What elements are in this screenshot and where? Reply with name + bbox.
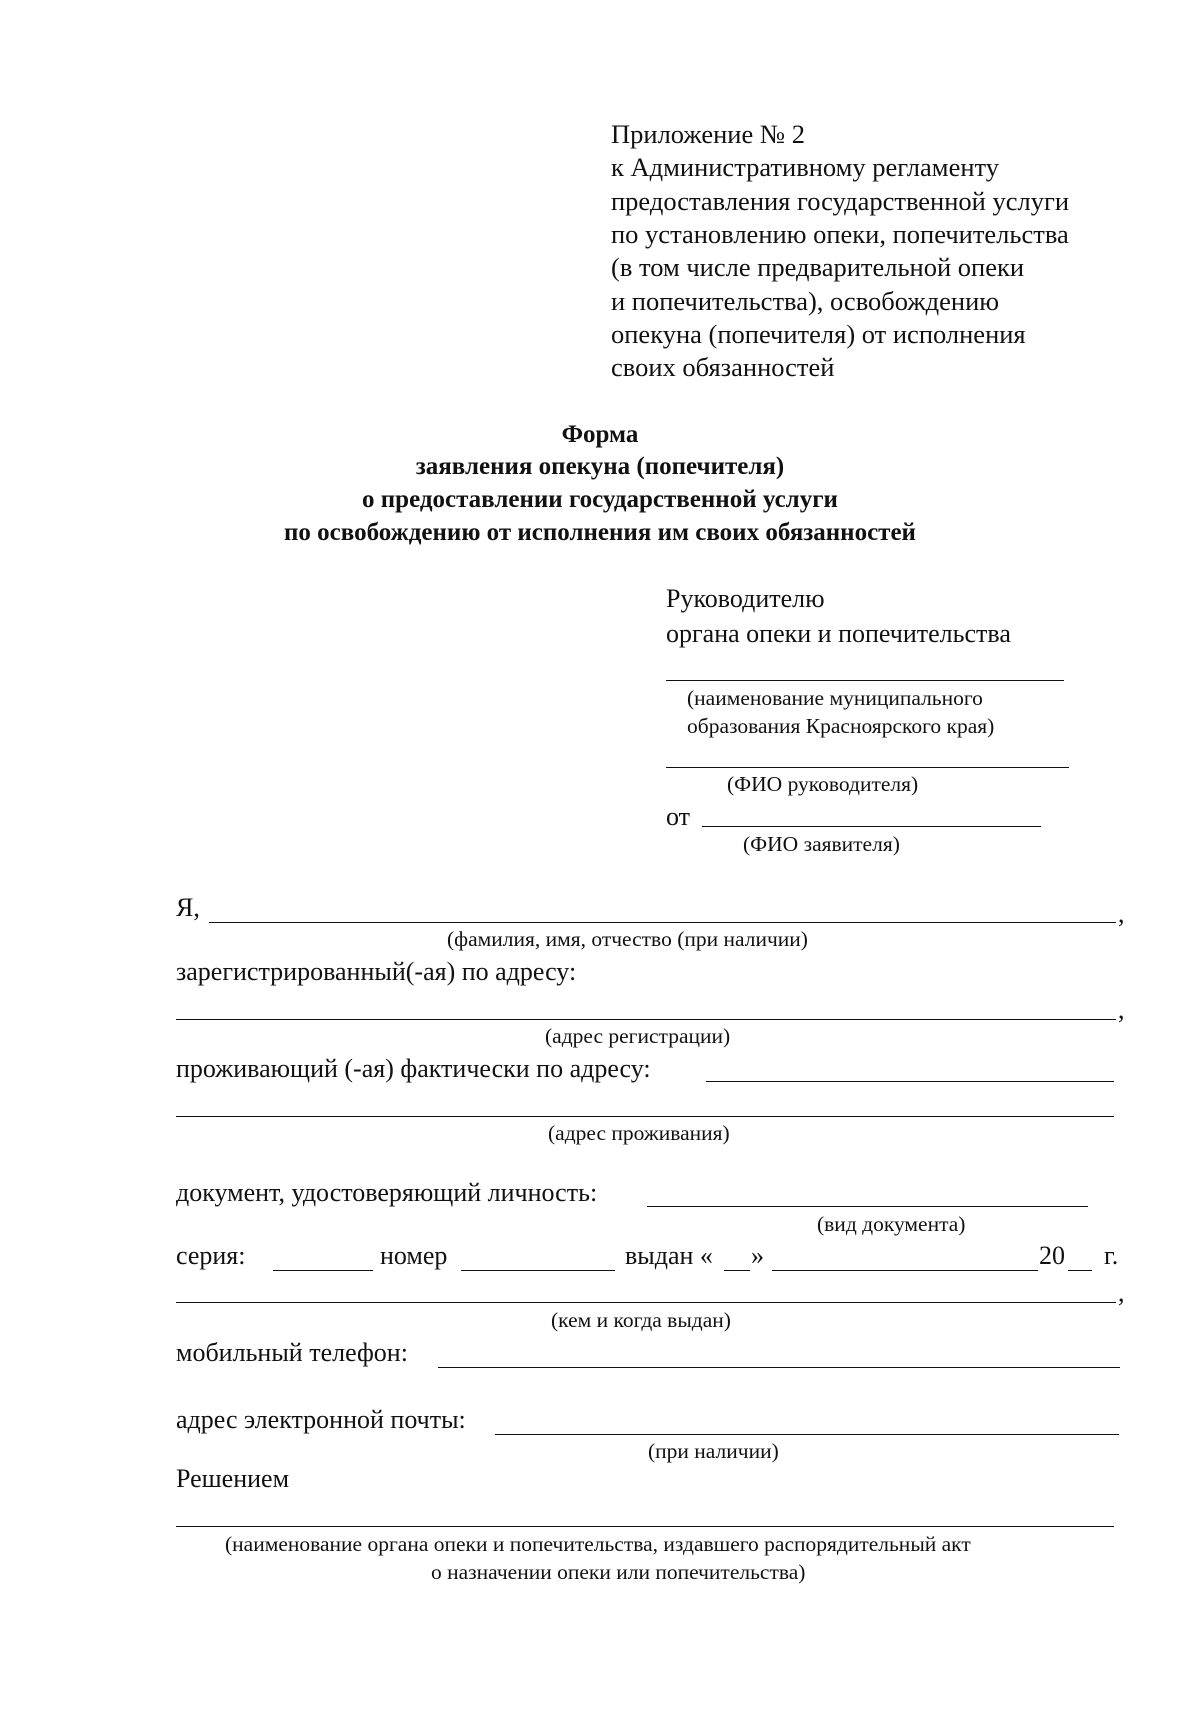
issued-by-field[interactable] [176,1302,1116,1303]
addressee-line-2: органа опеки и попечительства [666,619,1011,648]
annex-line-5: (в том числе предварительной опеки [611,252,1025,282]
registration-comma: , [1118,995,1125,1024]
issued-by-comma: , [1118,1278,1125,1307]
hint-doc-type: (вид документа) [817,1212,966,1236]
annex-line-2: к Административному регламенту [611,152,999,182]
phone-field[interactable] [438,1367,1120,1368]
title-line-1: Форма [561,421,639,448]
issued-year-field[interactable] [1068,1270,1092,1271]
full-name-field[interactable] [209,922,1116,923]
year-prefix: 20 [1039,1241,1065,1270]
decision-label: Решением [176,1464,290,1493]
authority-field[interactable] [176,1526,1114,1527]
email-label: адрес электронной почты: [176,1405,466,1434]
series-field[interactable] [273,1270,373,1271]
title-line-4: по освобождению от исполнения им своих обязанностей [284,519,916,546]
annex-line-3: предоставления государственной услуги [611,186,1070,216]
annex-line-7: опекуна (попечителя) от исполнения [611,319,1026,349]
annex-line-1: Приложение № 2 [611,119,806,149]
hint-head-name: (ФИО руководителя) [727,772,919,796]
living-label: проживающий (-ая) фактически по адресу: [176,1054,651,1083]
issued-month-field[interactable] [772,1270,1038,1271]
i-label: Я, [176,893,200,922]
hint-municipality-2: образования Красноярского края) [687,714,995,738]
hint-residence: (адрес проживания) [548,1121,730,1145]
issued-day-field[interactable] [724,1270,750,1271]
year-suffix: г. [1104,1241,1119,1270]
municipality-name-field[interactable] [666,680,1064,681]
hint-authority-1: (наименование органа опеки и попечительства, издавшего распорядительный акт [225,1532,971,1556]
addressee-line-1: Руководителю [666,584,825,613]
id-doc-label: документ, удостоверяющий личность: [176,1178,598,1207]
email-field[interactable] [495,1434,1119,1435]
series-label: серия: [176,1241,246,1270]
hint-registration: (адрес регистрации) [545,1024,731,1048]
number-label: номер [380,1241,448,1270]
full-name-comma: , [1118,899,1125,928]
hint-authority-2: о назначении опеки или попечительства) [431,1560,806,1584]
issued-close-quote: » [751,1241,764,1270]
registration-address-field[interactable] [176,1019,1116,1020]
residence-address-field-1[interactable] [706,1081,1114,1082]
hint-municipality-1: (наименование муниципального [687,686,983,710]
hint-if-any: (при наличии) [648,1439,779,1463]
applicant-name-field[interactable] [702,826,1041,827]
doc-type-field[interactable] [647,1206,1088,1207]
hint-full-name: (фамилия, имя, отчество (при наличии) [447,927,808,951]
registered-label: зарегистрированный(-ая) по адресу: [176,957,577,986]
head-name-field[interactable] [666,767,1069,768]
issued-label: выдан « [625,1241,713,1270]
title-line-2: заявления опекуна (попечителя) [415,453,785,480]
number-field[interactable] [461,1270,615,1271]
residence-address-field-2[interactable] [176,1116,1114,1117]
annex-line-4: по установлению опеки, попечительства [611,219,1069,249]
from-label: от [666,802,691,831]
phone-label: мобильный телефон: [176,1338,408,1367]
hint-issued-by: (кем и когда выдан) [551,1308,731,1332]
annex-line-6: и попечительства), освобождению [611,286,1000,316]
annex-line-8: своих обязанностей [611,352,835,382]
title-line-3: о предоставлении государственной услуги [362,486,838,513]
hint-applicant-name: (ФИО заявителя) [743,832,900,856]
